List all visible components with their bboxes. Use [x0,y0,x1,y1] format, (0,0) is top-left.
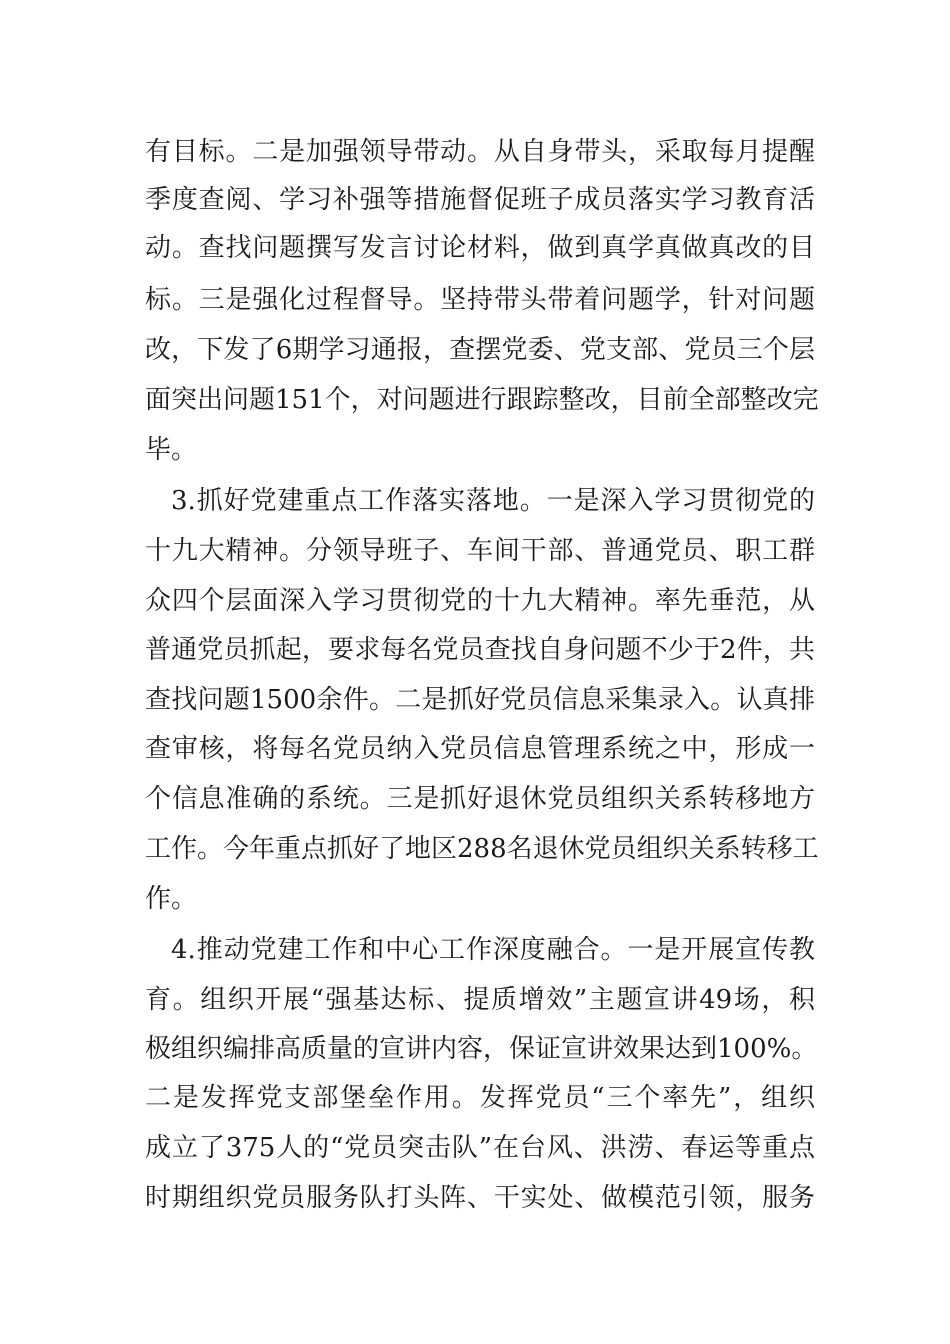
text-line: 极组织编排高质量的宣讲内容，保证宣讲效果达到100%。 [145,1034,818,1064]
text-line: 动。查找问题撰写发言讨论材料，做到真学真做真改的目 [145,233,815,263]
text-line: 普通党员抓起，要求每名党员查找自身问题不少于2件，共 [145,635,815,665]
text-line: 个信息准确的系统。三是抓好退休党员组织关系转移地方 [145,784,815,814]
text-line: 毕。 [145,435,198,465]
text-line: 3.抓好党建重点工作落实落地。一是深入学习贯彻党的 [171,486,815,516]
text-line: 十九大精神。分领导班子、车间干部、普通党员、职工群 [145,536,815,566]
text-line: 查找问题1500余件。二是抓好党员信息采集录入。认真排 [145,685,815,715]
text-line: 查审核，将每名党员纳入党员信息管理系统之中，形成一 [145,734,815,764]
text-line: 改，下发了6期学习通报，查摆党委、党支部、党员三个层 [145,335,815,365]
text-line: 作。 [145,884,198,914]
text-line: 4.推动党建工作和中心工作深度融合。一是开展宣传教 [171,935,815,965]
text-line: 成立了375人的“党员突击队”在台风、洪涝、春运等重点 [145,1133,815,1163]
text-line: 季度查阅、学习补强等措施督促班子成员落实学习教育活 [145,185,815,215]
text-line: 众四个层面深入学习贯彻党的十九大精神。率先垂范，从 [145,586,815,616]
text-line: 面突出问题151个，对问题进行跟踪整改，目前全部整改完 [145,385,819,415]
text-line: 标。三是强化过程督导。坚持带头带着问题学，针对问题 [145,285,815,315]
text-line: 工作。今年重点抓好了地区288名退休党员组织关系转移工 [145,834,819,864]
text-line: 二是发挥党支部堡垒作用。发挥党员“三个率先”，组织 [145,1083,815,1113]
text-line: 育。组织开展“强基达标、提质增效”主题宣讲49场，积 [145,985,815,1015]
text-line: 时期组织党员服务队打头阵、干实处、做模范引领，服务 [145,1183,815,1213]
text-line: 有目标。二是加强领导带动。从自身带头，采取每月提醒 [145,137,815,167]
